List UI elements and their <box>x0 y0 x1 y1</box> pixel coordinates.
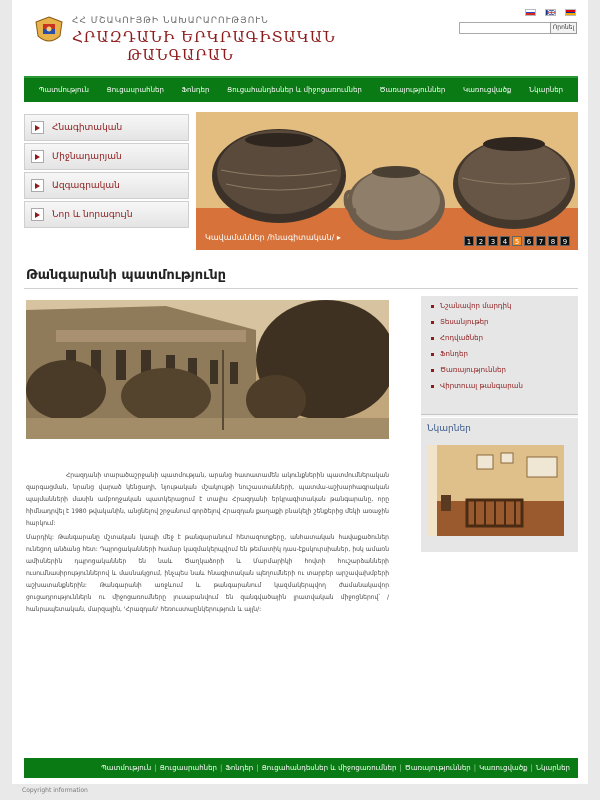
footer-link-history[interactable]: Պատմություն <box>101 764 152 772</box>
history-paragraph-1: Հրազդանի տարածաշրջանի պատմության, արանց հատատամեն ակունքներին պատմումներական զարգացման, նրանց վարած կենցաղի, նյութական մշակույթի նուշաստանների, պատմա-աշխարհագրական պայմանների մասին ամբողջական պատկերացում է տալիս Հրազդանի երկրագիտական թանգարանը, որը հիմնադրվել է 1980 թվականին, անցնելով շրջանում գործելով Հրազդան քաղաքի բնակելի շենքերից մեկի առաջին հարկում: <box>26 472 389 527</box>
nav-exhibition-halls[interactable]: Ցուցասրահներ <box>106 86 164 94</box>
category-modern[interactable]: Նոր և նորագույն <box>24 201 189 228</box>
gallery-thumbnail[interactable] <box>427 445 564 536</box>
slider-page-3[interactable]: 3 <box>488 236 498 246</box>
bullet-icon <box>431 369 434 372</box>
category-menu <box>24 114 189 230</box>
slider-page-8[interactable]: 8 <box>548 236 558 246</box>
pottery-image <box>196 112 578 250</box>
museum-subtitle: ԹԱՆԳԱՐԱՆ <box>127 46 234 64</box>
slider-page-7[interactable]: 7 <box>536 236 546 246</box>
nav-structure[interactable]: Կառուցվածք <box>462 86 512 94</box>
language-switcher <box>525 9 576 16</box>
footer-link-exhibitions-events[interactable]: Ցուցահանդեսներ և միջոցառումներ <box>261 764 397 772</box>
sidebar-divider <box>421 414 578 417</box>
coat-of-arms-logo[interactable] <box>32 16 66 46</box>
history-paragraph-2: Մարդիկ: Թանգարանը մշտական կապի մեջ է թանգարանում հետազոտքերը, անհատական հավաքածուներ ունեցող անձանց հետ: Դպրոցականների համար կազմակերպվում են թեմատիկ դաս-էքսկուրսիաներ, իսկ ամառն ամիսներին դպրոցականներ են նաև Ծաղկաձորի և Մարմարիկի հովտի հուշարձանների ուսումնասիրություններով և մասնակցում, ինչպես նաև հնագիտական պեղումների ու տարբեր արշավախմբերի աշխատանքներին: Թանգարանի առջևում և թանգարանում կազմակերպվող ժամանակավոր ցուցադրություններն ու միջոցառումները լուսաբանվում են զանգվածային լրատվական միջոցներով՝ /հանրապետական, մարզային, 'Հրազդան' հեռուստաընկերություն և այլն/: <box>26 534 389 613</box>
nav-services[interactable]: Ծառայություններ <box>379 86 446 94</box>
russian-flag-icon[interactable] <box>525 9 536 16</box>
sidebar-link-funds[interactable]: Ֆոնդեր <box>431 348 578 364</box>
footer-separator: | <box>473 764 477 772</box>
footer-link-structure[interactable]: Կառուցվածք <box>479 764 528 772</box>
nav-exhibitions-events[interactable]: Ցուցահանդեսներ և միջոցառումներ <box>227 86 362 94</box>
footer-link-funds[interactable]: Ֆոնդեր <box>225 764 254 772</box>
sidebar-link-famous-people[interactable]: Նշանավոր մարդիկ <box>431 300 578 316</box>
pictures-title[interactable]: Նկարներ <box>427 424 471 434</box>
footer-separator: | <box>154 764 157 772</box>
slider-page-4[interactable]: 4 <box>500 236 510 246</box>
sidebar-link-articles[interactable]: Հոդվածներ <box>431 332 578 348</box>
footer-link-services[interactable]: Ծառայություններ <box>404 764 471 772</box>
footer-link-exhibition-halls[interactable]: Ցուցասրահներ <box>159 764 217 772</box>
sidebar-link-videos[interactable]: Տեսանյութեր <box>431 316 578 332</box>
bullet-icon <box>431 385 434 388</box>
slider-page-5[interactable]: 5 <box>512 236 522 246</box>
featured-slider[interactable] <box>196 112 578 250</box>
sidebar-link-services[interactable]: Ծառայություններ <box>431 364 578 380</box>
category-ethnographic[interactable]: Ազգագրական <box>24 172 189 199</box>
footer-separator: | <box>256 764 259 772</box>
bullet-icon <box>431 353 434 356</box>
play-arrow-icon <box>31 150 44 163</box>
bullet-icon <box>431 305 434 308</box>
nav-history[interactable]: Պատմություն <box>38 86 89 94</box>
play-arrow-icon <box>31 121 44 134</box>
history-text <box>26 470 389 618</box>
bullet-icon <box>431 337 434 340</box>
slider-page-1[interactable]: 1 <box>464 236 474 246</box>
slider-page-2[interactable]: 2 <box>476 236 486 246</box>
slide-caption[interactable]: Կավամաններ /հնագիտական/ ▸ <box>205 233 341 242</box>
nav-funds[interactable]: Ֆոնդեր <box>181 86 210 94</box>
footer-link-pictures[interactable]: Նկարներ <box>535 764 570 772</box>
ministry-name: ՀՀ ՄՇԱԿՈՒՅԹԻ ՆԱԽԱՐԱՐՈՒԹՅՈՒՆ <box>72 16 269 26</box>
museum-building-photo <box>26 300 389 439</box>
sidebar-link-virtual-museum[interactable]: Վիրտուալ թանգարան <box>431 380 578 396</box>
play-arrow-icon <box>31 179 44 192</box>
armenian-flag-icon[interactable] <box>565 9 576 16</box>
footer-separator: | <box>399 764 402 772</box>
top-navigation <box>24 76 578 102</box>
category-archaeological[interactable]: Հնագիտական <box>24 114 189 141</box>
page <box>12 0 588 784</box>
slider-page-9[interactable]: 9 <box>560 236 570 246</box>
museum-title: ՀՐԱԶԴԱՆԻ ԵՐԿՐԱԳԻՏԱԿԱՆ <box>72 28 336 46</box>
search-input[interactable] <box>459 22 551 34</box>
nav-pictures[interactable]: Նկարներ <box>529 86 564 94</box>
category-medieval[interactable]: Միջնադարյան <box>24 143 189 170</box>
slider-pager <box>464 236 570 246</box>
play-arrow-icon <box>31 208 44 221</box>
pictures-widget <box>421 418 578 552</box>
footer-separator: | <box>219 764 223 772</box>
copyright-text: Copyright information <box>22 787 88 794</box>
footer-separator: | <box>530 764 533 772</box>
page-title: Թանգարանի պատմությունը <box>26 268 227 283</box>
sidebar-links <box>421 296 578 414</box>
bullet-icon <box>431 321 434 324</box>
search-button[interactable]: Որոնել <box>550 22 577 34</box>
english-flag-icon[interactable] <box>545 9 556 16</box>
slider-page-6[interactable]: 6 <box>524 236 534 246</box>
footer-navigation <box>24 758 578 778</box>
title-divider <box>24 288 578 289</box>
